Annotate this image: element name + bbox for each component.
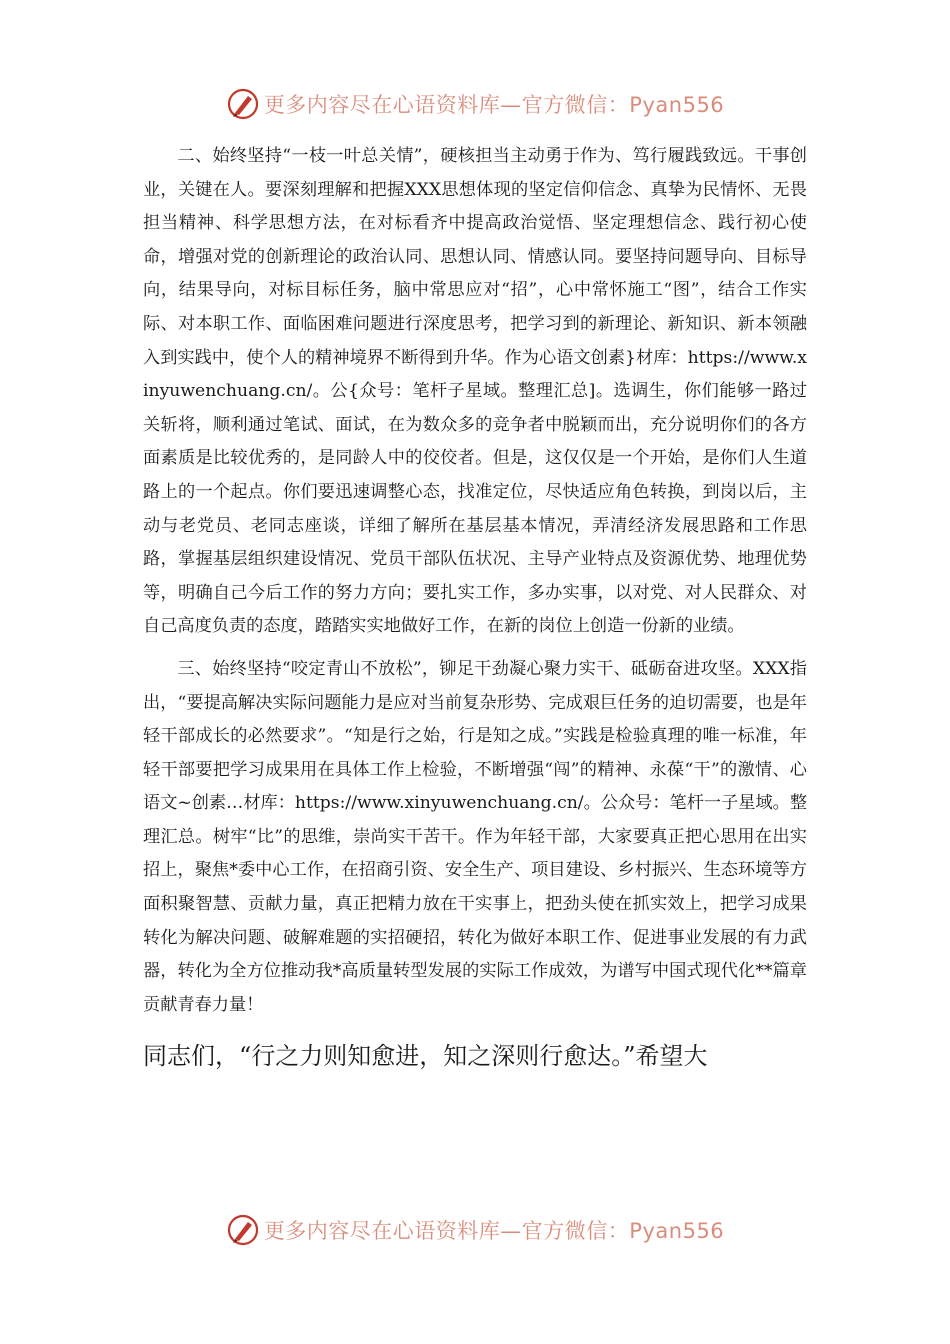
paragraph-3: 三、始终坚持“咬定青山不放松”，铆足干劲凝心聚力实干、砥砺奋进攻坚。XXX指出，“要提高解决实际问题能力是应对当前复杂形势、完成艰巨任务的迫切需要，也是年轻干部成长的必然要求”。“知是行之始，行是知之成。”实践是检验真理的唯一标准，年轻干部要把学习成果用在具体工作上检验，不断增强“闯”的精神、永葆“干”的激情、心语文~创素…材库：https://www.xinyuwenchuang.cn/。公众号：笔杆一子星域。整理汇总。树牢“比”的思维，崇尚实干苦干。作为年轻干部，大家要真正把心思用在出实招上，聚焦*委中心工作，在招商引资、安全生产、项目建设、乡村振兴、生态环境等方面积聚智慧、贡献力量，真正把精力放在干实事上，把劲头使在抓实效上，把学习成果转化为解决问题、破解难题的实招硬招，转化为做好本职工作、促进事业发展的有力武器，转化为全方位推动我*高质量转型发展的实际工作成效，为谱写中国式现代化**篇章贡献青春力量！ [143,658,808,1015]
footer-banner [0,1210,950,1250]
header-banner [0,84,950,124]
pen-logo-icon [226,1213,260,1247]
footer-banner-text: 更多内容尽在心语资料库—官方微信：Pyan556 [263,1219,725,1243]
header-banner-text: 更多内容尽在心语资料库—官方微信：Pyan556 [263,93,725,117]
document-body [143,140,807,1085]
pen-logo-icon [226,87,260,121]
paragraph-2: 二、始终坚持“一枝一叶总关情”，硬核担当主动勇于作为、笃行履践致远。干事创业，关键在人。要深刻理解和把握XXX思想体现的坚定信仰信念、真挚为民情怀、无畏担当精神、科学思想方法，在对标看齐中提高政治觉悟、坚定理想信念、践行初心使命，增强对党的创新理论的政治认同、思想认同、情感认同。要坚持问题导向、目标导向，结果导向，对标目标任务，脑中常思应对“招”，心中常怀施工“图”，结合工作实际、对本职工作、面临困难问题进行深度思考，把学习到的新理论、新知识、新本领融入到实践中，使个人的精神境界不断得到升华。作为心语文创素}材库：https://www.xinyuwenchuang.cn/。公{众号：笔杆子星域。整理汇总]。选调生，你们能够一路过关斩将，顺利通过笔试、面试，在为数众多的竞争者中脱颖而出，充分说明你们的各方面素质是比较优秀的，是同龄人中的佼佼者。但是，这仅仅是一个开始，是你们人生道路上的一个起点。你们要迅速调整心态，找准定位，尽快适应角色转换，到岗以后，主动与老党员、老同志座谈，详细了解所在基层基本情况，弄清经济发展思路和工作思路，掌握基层组织建设情况、党员干部队伍状况、主导产业特点及资源优势、地理优势等，明确自己今后工作的努力方向；要扎实工作，多办实事，以对党、对人民群众、对自己高度负责的态度，踏踏实实地做好工作，在新的岗位上创造一份新的业绩。 [143,146,807,637]
closing-line: 同志们，“行之力则知愈进，知之深则行愈达。”希望大 [143,1042,708,1071]
